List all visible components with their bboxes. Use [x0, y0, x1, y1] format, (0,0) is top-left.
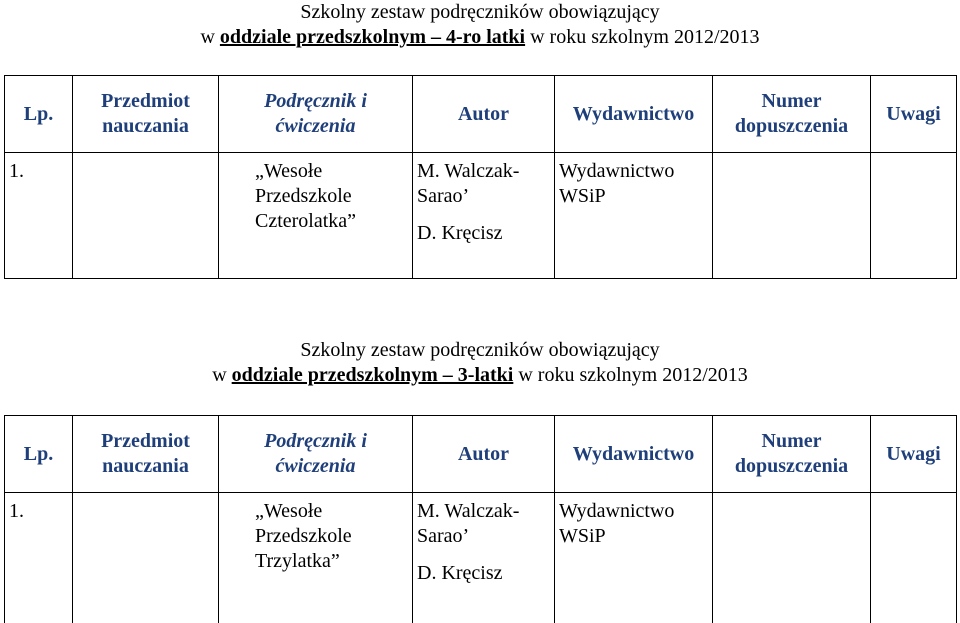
podrecznik-line: „Wesołe: [255, 160, 323, 182]
cell-numer: [713, 493, 871, 623]
cell-przedmiot: [73, 493, 219, 623]
heading-suffix: w roku szkolnym 2012/2013: [530, 26, 760, 48]
cell-wydawnictwo: [555, 153, 713, 279]
autor-line: D. Kręcisz: [417, 562, 503, 584]
podrecznik-line: Przedszkole: [255, 185, 352, 207]
textbook-table-4-latki: [4, 75, 957, 279]
cell-numer: [713, 153, 871, 279]
cell-podrecznik: [219, 493, 413, 623]
col-przedmiot: Przedmiot nauczania: [73, 416, 219, 493]
col-wydawnictwo: Wydawnictwo: [555, 416, 713, 493]
cell-uwagi: [871, 493, 957, 623]
col-numer: Numer dopuszczenia: [713, 416, 871, 493]
heading-prefix: w: [212, 364, 227, 386]
cell-autor: [413, 153, 555, 279]
header-row: [5, 416, 957, 493]
col-numer: Numer dopuszczenia: [713, 76, 871, 153]
cell-przedmiot: [73, 153, 219, 279]
podrecznik-line: „Wesołe: [255, 500, 323, 522]
textbook-table-3-latki: [4, 415, 957, 623]
heading-underlined: oddziale przedszkolnym – 3-latki: [231, 364, 514, 386]
heading-underlined: oddziale przedszkolnym – 4-ro latki: [219, 26, 526, 48]
heading-line-2: [0, 363, 960, 388]
podrecznik-line: Trzylatka”: [255, 550, 340, 572]
col-uwagi: Uwagi: [871, 416, 957, 493]
cell-wydawnictwo: [555, 493, 713, 623]
col-podrecznik: Podręcznik i ćwiczenia: [219, 76, 413, 153]
autor-line: M. Walczak-: [417, 160, 520, 182]
heading-line-2: [0, 25, 960, 50]
col-przedmiot: Przedmiot nauczania: [73, 76, 219, 153]
section-2-heading: [0, 338, 960, 388]
section-1-heading: [0, 0, 960, 50]
wydawnictwo-line: Wydawnictwo: [559, 160, 675, 182]
col-autor: Autor: [413, 416, 555, 493]
cell-uwagi: [871, 153, 957, 279]
podrecznik-line: Czterolatka”: [255, 210, 357, 232]
col-autor: Autor: [413, 76, 555, 153]
autor-line: Sarao’: [417, 525, 470, 547]
header-row: [5, 76, 957, 153]
autor-line: D. Kręcisz: [417, 222, 503, 244]
cell-lp: 1.: [5, 153, 73, 279]
podrecznik-line: Przedszkole: [255, 525, 352, 547]
heading-suffix: w roku szkolnym 2012/2013: [518, 364, 748, 386]
col-lp: Lp.: [5, 76, 73, 153]
wydawnictwo-line: WSiP: [559, 525, 606, 547]
table-row: [5, 153, 957, 279]
cell-podrecznik: [219, 153, 413, 279]
col-wydawnictwo: Wydawnictwo: [555, 76, 713, 153]
col-lp: Lp.: [5, 416, 73, 493]
wydawnictwo-line: Wydawnictwo: [559, 500, 675, 522]
table-row: [5, 493, 957, 623]
heading-line-1: Szkolny zestaw podręczników obowiązujący: [300, 339, 660, 361]
col-uwagi: Uwagi: [871, 76, 957, 153]
wydawnictwo-line: WSiP: [559, 185, 606, 207]
col-podrecznik: Podręcznik i ćwiczenia: [219, 416, 413, 493]
autor-line: M. Walczak-: [417, 500, 520, 522]
cell-lp: 1.: [5, 493, 73, 623]
cell-autor: [413, 493, 555, 623]
autor-line: Sarao’: [417, 185, 470, 207]
heading-prefix: w: [200, 26, 215, 48]
heading-line-1: Szkolny zestaw podręczników obowiązujący: [300, 1, 660, 23]
